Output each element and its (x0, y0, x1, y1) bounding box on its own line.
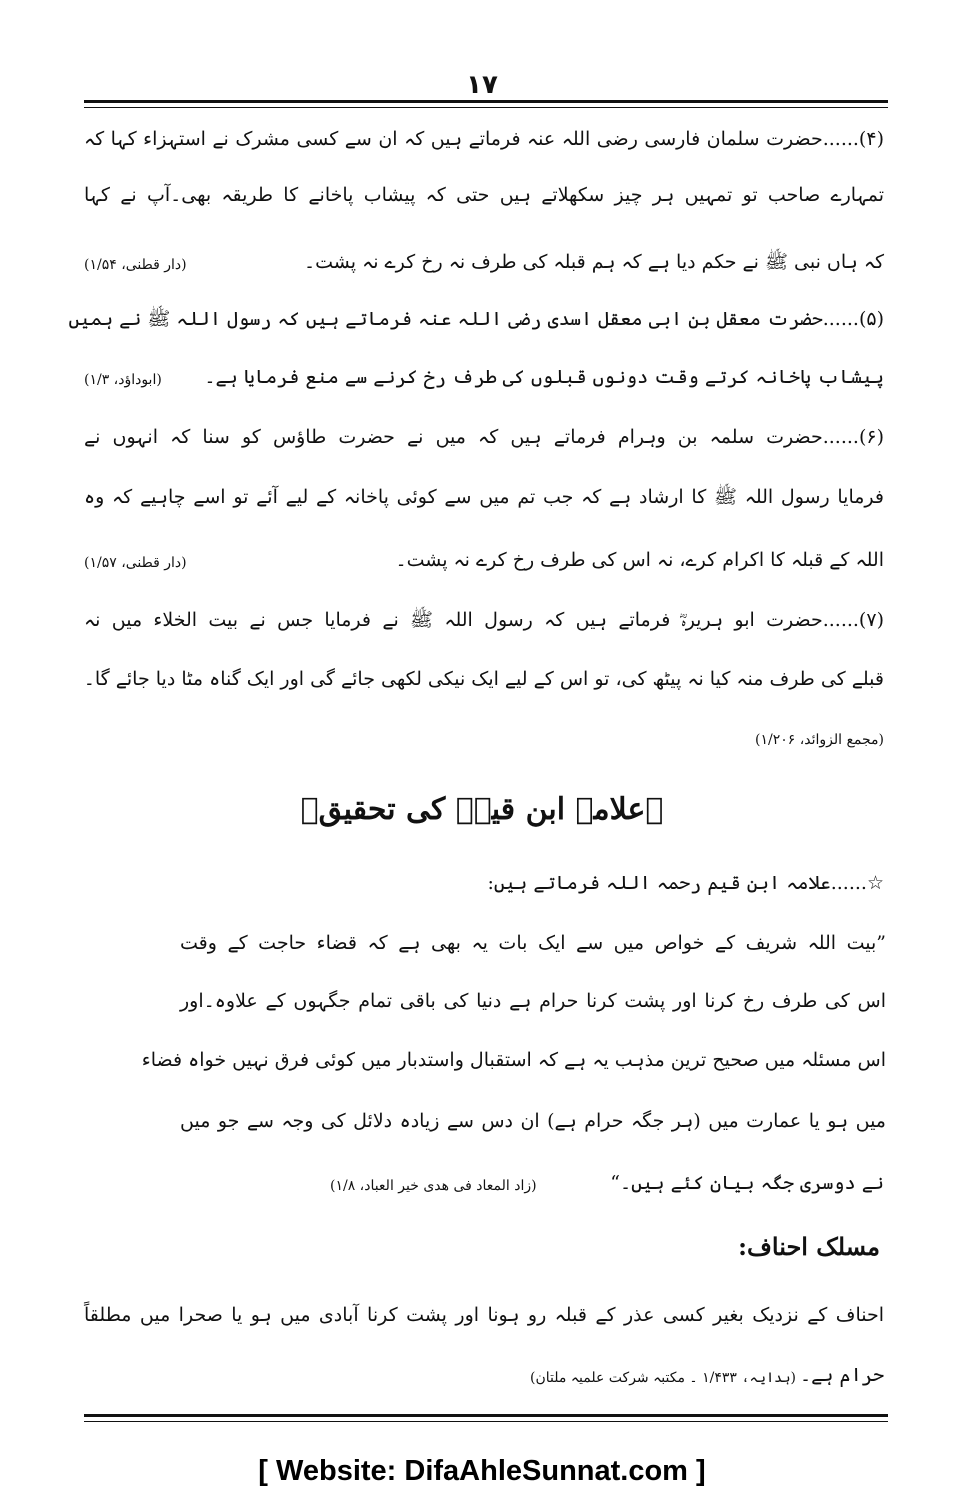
page-number: ۱۷ (466, 70, 498, 100)
paragraph-4-line-3: کہ ہاں نبی ﷺ نے حکم دیا ہے کہ ہم قبلہ کی طرف نہ رخ کرے نہ پشت۔ (304, 251, 884, 273)
quote-line-2: اس کی طرف رخ کرنا اور پشت کرنا حرام ہے دنیا کی باقی تمام جگہوں کے علاوہ۔اور (180, 990, 886, 1012)
ibn-qayyim-intro: ☆......علامہ ابن قیم رحمہ اللہ فرماتے ہیں: (487, 872, 884, 894)
paragraph-7-line-2: قبلے کی طرف منہ کیا نہ پیٹھ کی، تو اس کے لیے ایک نیکی لکھی جائے گی اور ایک گناہ مٹا دیا جائے گا۔ (83, 668, 884, 690)
paragraph-6-line-2: فرمایا رسول اللہ ﷺ کا ارشاد ہے کہ جب تم میں سے کوئی پاخانہ کے لیے آئے تو اسے چاہیے کہ وہ (84, 486, 884, 508)
ahnaf-heading: مسلک احناف: (738, 1232, 880, 1261)
paragraph-5-line-1: (۵)......حضرت معقل بن ابی معقل اسدی رضی اللہ عنہ فرماتے ہیں کہ رسول اللہ ﷺ نے ہمیں (68, 308, 884, 330)
paragraph-7-reference: (مجمع الزوائد، ۱/۲۰۶) (754, 732, 884, 748)
quote-line-5: نے دوسری جگہ بیان کئے ہیں۔“ (610, 1172, 884, 1194)
paragraph-4-line-2: تمہارے صاحب تو تمہیں ہر چیز سکھلاتے ہیں حتی کہ پیشاب پاخانے کا طریقہ بھی۔آپ نے کہا (84, 184, 884, 206)
quote-reference: (زاد المعاد فی ھدی خیر العباد، ۱/۸) (330, 1178, 537, 1194)
paragraph-6-line-1: (۶)......حضرت سلمہ بن وہرام فرماتے ہیں کہ میں نے حضرت طاؤس کو سنا کہ انہوں نے (84, 426, 884, 448)
footer-rule (84, 1414, 888, 1417)
quote-line-4: میں ہو یا عمارت میں (ہر جگہ حرام ہے) ان دس سے زیادہ دلائل کی وجہ سے جو میں (180, 1110, 886, 1132)
ahnaf-line-1: احناف کے نزدیک بغیر کسی عذر کے قبلہ رو ہونا اور پشت کرنا آبادی میں ہو یا صحرا میں مطلقاً (84, 1304, 884, 1326)
quote-line-1: ”بیت اللہ شریف کے خواص میں سے ایک بات یہ بھی ہے کہ قضاء حاجت کے وقت (180, 932, 886, 954)
paragraph-7-line-1: (۷)......حضرت ابو ہریرہؓ فرماتے ہیں کہ رسول اللہ ﷺ نے فرمایا جس نے بیت الخلاء میں نہ (84, 609, 884, 631)
header-rule (84, 100, 888, 103)
website-footer: [ Website: DifaAhleSunnat.com ] (258, 1455, 706, 1487)
paragraph-6-reference: (دار قطنی، ۱/۵۷) (84, 555, 187, 571)
paragraph-5-line-2: پیشاب پاخانہ کرتے وقت دونوں قبلوں کی طرف رخ کرنے سے منع فرمایا ہے۔ (204, 366, 884, 388)
ahnaf-reference: (ہدایہ، ۱/۴۳۳ ۔ مکتبہ شرکت علمیہ ملتان) (530, 1370, 797, 1386)
paragraph-4-line-1: (۴)......حضرت سلمان فارسی رضی اللہ عنہ فرماتے ہیں کہ ان سے کسی مشرک نے استہزاء کہا کہ (84, 128, 884, 150)
section-heading: ﴿علامہ ابن قیمؒ کی تحقیق﴾ (300, 792, 664, 827)
paragraph-4-reference: (دار قطنی، ۱/۵۴) (84, 257, 187, 273)
ahnaf-line-2: حرام ہے۔ (800, 1364, 884, 1386)
footer-rule-thin (84, 1421, 888, 1422)
paragraph-5-reference: (ابوداؤد، ۱/۳) (84, 372, 162, 388)
paragraph-6-line-3: اللہ کے قبلہ کا اکرام کرے، نہ اس کی طرف رخ کرے نہ پشت۔ (395, 549, 884, 571)
quote-line-3: اس مسئلہ میں صحیح ترین مذہب یہ ہے کہ استقبال واستدبار میں کوئی فرق نہیں خواہ فضاء (141, 1049, 886, 1071)
header-rule-thin (84, 107, 888, 108)
